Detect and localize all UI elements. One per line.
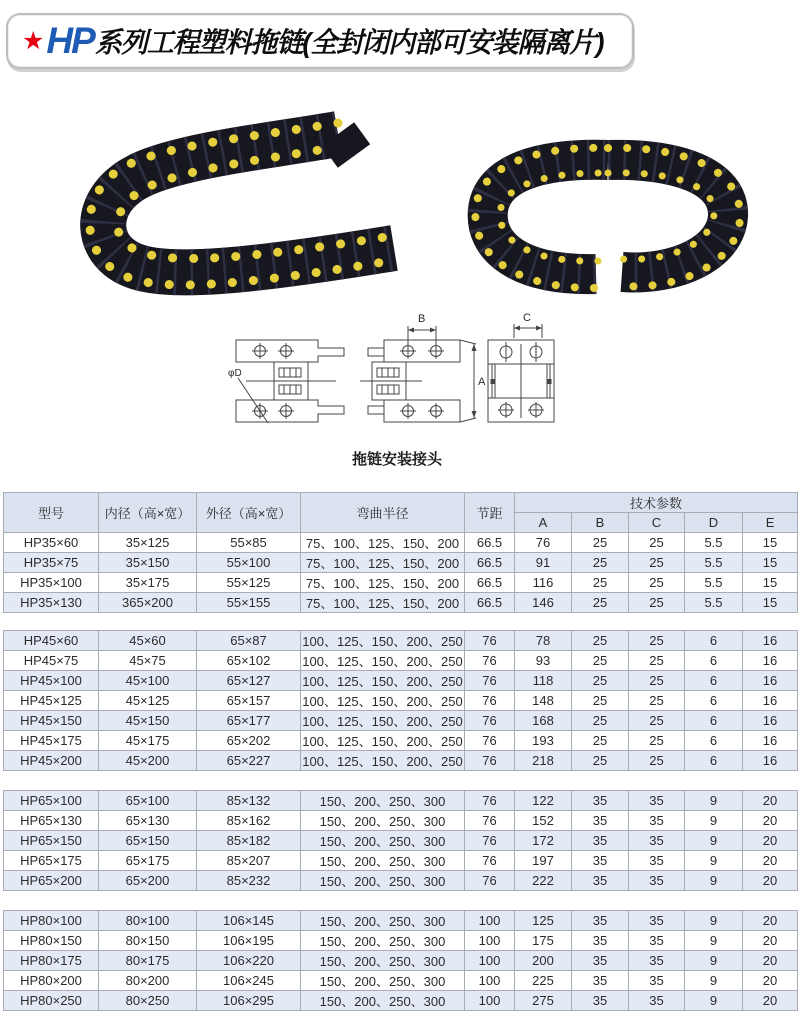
cell-outer: 106×195 — [197, 931, 301, 951]
cell-outer: 55×125 — [197, 573, 301, 593]
cell-inner: 65×200 — [99, 871, 197, 891]
cell-radius: 150、200、250、300 — [301, 911, 465, 931]
cell-model: HP35×100 — [4, 573, 99, 593]
cell-radius: 150、200、250、300 — [301, 971, 465, 991]
cell-a: 275 — [515, 991, 572, 1011]
cell-c: 25 — [629, 751, 685, 771]
cell-outer: 85×132 — [197, 791, 301, 811]
cell-a: 175 — [515, 931, 572, 951]
cell-inner: 45×125 — [99, 691, 197, 711]
cell-radius: 75、100、125、150、200 — [301, 593, 465, 613]
cell-model: HP45×150 — [4, 711, 99, 731]
cell-pitch: 76 — [465, 711, 515, 731]
cell-model: HP35×75 — [4, 553, 99, 573]
table-row — [4, 731, 798, 751]
cell-b: 25 — [572, 573, 629, 593]
dim-label-d: φD — [228, 368, 242, 379]
cell-pitch: 66.5 — [465, 573, 515, 593]
cell-d: 6 — [685, 631, 743, 651]
cell-c: 35 — [629, 991, 685, 1011]
cell-outer: 65×87 — [197, 631, 301, 651]
cell-c: 25 — [629, 711, 685, 731]
cell-pitch: 76 — [465, 791, 515, 811]
cell-model: HP35×130 — [4, 593, 99, 613]
cell-inner: 80×150 — [99, 931, 197, 951]
table-row — [4, 791, 798, 811]
cell-d: 5.5 — [685, 573, 743, 593]
cell-e: 15 — [743, 533, 798, 553]
col-header-model: 型号 — [4, 493, 99, 533]
cell-a: 118 — [515, 671, 572, 691]
cell-a: 218 — [515, 751, 572, 771]
cell-c: 35 — [629, 831, 685, 851]
product-photo-left — [38, 98, 430, 311]
cell-model: HP80×150 — [4, 931, 99, 951]
table-row — [4, 831, 798, 851]
cell-a: 125 — [515, 911, 572, 931]
col-header-outer: 外径（高×宽） — [197, 493, 301, 533]
cell-inner: 80×175 — [99, 951, 197, 971]
cell-outer: 55×85 — [197, 533, 301, 553]
spec-table-group — [3, 790, 798, 891]
cell-d: 6 — [685, 671, 743, 691]
cell-radius: 100、125、150、200、250 — [301, 691, 465, 711]
table-row — [4, 911, 798, 931]
cell-d: 6 — [685, 651, 743, 671]
spec-table-group — [3, 630, 798, 771]
cell-e: 20 — [743, 951, 798, 971]
cell-e: 15 — [743, 593, 798, 613]
cell-c: 25 — [629, 533, 685, 553]
cell-a: 152 — [515, 811, 572, 831]
cell-e: 20 — [743, 811, 798, 831]
cell-radius: 100、125、150、200、250 — [301, 631, 465, 651]
cell-b: 35 — [572, 951, 629, 971]
cell-model: HP45×175 — [4, 731, 99, 751]
cell-e: 15 — [743, 573, 798, 593]
cell-e: 15 — [743, 553, 798, 573]
cell-d: 6 — [685, 731, 743, 751]
table-row — [4, 971, 798, 991]
cell-b: 35 — [572, 971, 629, 991]
cell-pitch: 76 — [465, 811, 515, 831]
cell-b: 25 — [572, 711, 629, 731]
cell-outer: 55×155 — [197, 593, 301, 613]
title-text: 系列工程塑料拖链(全封闭内部可安装隔离片) — [94, 27, 604, 58]
cell-outer: 85×207 — [197, 851, 301, 871]
cell-a: 148 — [515, 691, 572, 711]
cell-c: 35 — [629, 971, 685, 991]
cell-c: 35 — [629, 871, 685, 891]
cell-inner: 45×150 — [99, 711, 197, 731]
table-row — [4, 631, 798, 651]
cell-a: 91 — [515, 553, 572, 573]
cell-outer: 85×162 — [197, 811, 301, 831]
cell-outer: 65×177 — [197, 711, 301, 731]
cell-radius: 150、200、250、300 — [301, 951, 465, 971]
cell-inner: 80×250 — [99, 991, 197, 1011]
cell-pitch: 76 — [465, 631, 515, 651]
cell-d: 9 — [685, 851, 743, 871]
cell-a: 200 — [515, 951, 572, 971]
cell-inner: 80×200 — [99, 971, 197, 991]
cell-radius: 100、125、150、200、250 — [301, 751, 465, 771]
cell-outer: 106×145 — [197, 911, 301, 931]
cell-radius: 150、200、250、300 — [301, 811, 465, 831]
cell-e: 20 — [743, 971, 798, 991]
cell-outer: 106×295 — [197, 991, 301, 1011]
cell-model: HP45×100 — [4, 671, 99, 691]
cell-d: 9 — [685, 811, 743, 831]
title-brand: HP — [46, 20, 94, 61]
cell-a: 122 — [515, 791, 572, 811]
cell-e: 20 — [743, 831, 798, 851]
cell-b: 35 — [572, 931, 629, 951]
table-row — [4, 851, 798, 871]
cell-outer: 106×245 — [197, 971, 301, 991]
cell-inner: 45×200 — [99, 751, 197, 771]
cell-pitch: 76 — [465, 731, 515, 751]
cell-radius: 150、200、250、300 — [301, 791, 465, 811]
cell-pitch: 100 — [465, 991, 515, 1011]
cell-model: HP80×175 — [4, 951, 99, 971]
cell-model: HP35×60 — [4, 533, 99, 553]
cell-d: 6 — [685, 751, 743, 771]
cell-a: 76 — [515, 533, 572, 553]
cell-c: 25 — [629, 631, 685, 651]
cell-pitch: 100 — [465, 911, 515, 931]
cell-d: 9 — [685, 791, 743, 811]
cell-d: 9 — [685, 871, 743, 891]
cell-e: 20 — [743, 931, 798, 951]
cell-outer: 65×102 — [197, 651, 301, 671]
cell-d: 5.5 — [685, 593, 743, 613]
cell-inner: 45×75 — [99, 651, 197, 671]
cell-radius: 100、125、150、200、250 — [301, 731, 465, 751]
cell-b: 35 — [572, 991, 629, 1011]
table-row — [4, 593, 798, 613]
cell-pitch: 76 — [465, 871, 515, 891]
drag-chain-s-curve-image — [38, 98, 430, 306]
cell-inner: 65×150 — [99, 831, 197, 851]
cell-b: 25 — [572, 553, 629, 573]
cell-d: 6 — [685, 711, 743, 731]
cell-pitch: 76 — [465, 831, 515, 851]
cell-radius: 75、100、125、150、200 — [301, 553, 465, 573]
cell-d: 5.5 — [685, 533, 743, 553]
cell-outer: 106×220 — [197, 951, 301, 971]
cell-b: 25 — [572, 631, 629, 651]
cell-pitch: 100 — [465, 971, 515, 991]
cell-outer: 55×100 — [197, 553, 301, 573]
table-groups — [3, 532, 797, 1011]
star-icon: ★ — [22, 27, 45, 55]
spec-table — [3, 492, 797, 1011]
cell-c: 25 — [629, 593, 685, 613]
cell-model: HP65×200 — [4, 871, 99, 891]
spec-table-group — [3, 532, 798, 613]
cell-e: 20 — [743, 791, 798, 811]
connector-drawing — [222, 310, 572, 445]
table-row — [4, 651, 798, 671]
cell-a: 93 — [515, 651, 572, 671]
cell-outer: 65×127 — [197, 671, 301, 691]
cell-model: HP65×100 — [4, 791, 99, 811]
cell-b: 35 — [572, 831, 629, 851]
cell-model: HP80×250 — [4, 991, 99, 1011]
cell-model: HP65×175 — [4, 851, 99, 871]
cell-d: 9 — [685, 971, 743, 991]
cell-a: 78 — [515, 631, 572, 651]
table-row — [4, 811, 798, 831]
cell-c: 25 — [629, 671, 685, 691]
cell-radius: 100、125、150、200、250 — [301, 651, 465, 671]
cell-b: 35 — [572, 911, 629, 931]
mounting-diagram — [222, 310, 572, 450]
cell-c: 35 — [629, 791, 685, 811]
cell-c: 25 — [629, 691, 685, 711]
table-row — [4, 691, 798, 711]
table-row — [4, 553, 798, 573]
cell-d: 5.5 — [685, 553, 743, 573]
cell-model: HP45×60 — [4, 631, 99, 651]
table-row — [4, 533, 798, 553]
cell-inner: 35×150 — [99, 553, 197, 573]
cell-pitch: 76 — [465, 691, 515, 711]
cell-inner: 365×200 — [99, 593, 197, 613]
cell-radius: 100、125、150、200、250 — [301, 711, 465, 731]
cell-c: 25 — [629, 731, 685, 751]
cell-e: 16 — [743, 711, 798, 731]
cell-b: 35 — [572, 791, 629, 811]
cell-inner: 80×100 — [99, 911, 197, 931]
cell-e: 20 — [743, 871, 798, 891]
cell-inner: 65×175 — [99, 851, 197, 871]
cell-a: 197 — [515, 851, 572, 871]
cell-pitch: 76 — [465, 851, 515, 871]
cell-radius: 150、200、250、300 — [301, 931, 465, 951]
cell-model: HP80×100 — [4, 911, 99, 931]
cell-inner: 65×130 — [99, 811, 197, 831]
cell-c: 25 — [629, 573, 685, 593]
table-row — [4, 931, 798, 951]
cell-e: 20 — [743, 991, 798, 1011]
cell-pitch: 76 — [465, 651, 515, 671]
cell-outer: 65×157 — [197, 691, 301, 711]
cell-inner: 65×100 — [99, 791, 197, 811]
cell-e: 16 — [743, 671, 798, 691]
spec-table-group — [3, 910, 798, 1011]
cell-d: 9 — [685, 951, 743, 971]
cell-pitch: 100 — [465, 951, 515, 971]
cell-a: 168 — [515, 711, 572, 731]
drag-chain-loop-image — [438, 122, 780, 310]
cell-e: 16 — [743, 691, 798, 711]
cell-c: 25 — [629, 651, 685, 671]
cell-c: 35 — [629, 811, 685, 831]
cell-model: HP45×75 — [4, 651, 99, 671]
cell-a: 225 — [515, 971, 572, 991]
cell-b: 35 — [572, 871, 629, 891]
cell-radius: 150、200、250、300 — [301, 851, 465, 871]
cell-a: 116 — [515, 573, 572, 593]
table-row — [4, 991, 798, 1011]
cell-c: 35 — [629, 851, 685, 871]
cell-radius: 100、125、150、200、250 — [301, 671, 465, 691]
cell-inner: 35×175 — [99, 573, 197, 593]
cell-inner: 45×175 — [99, 731, 197, 751]
cell-pitch: 66.5 — [465, 593, 515, 613]
cell-d: 6 — [685, 691, 743, 711]
col-header-inner: 内径（高×宽） — [99, 493, 197, 533]
cell-pitch: 100 — [465, 931, 515, 951]
table-row — [4, 751, 798, 771]
cell-c: 25 — [629, 553, 685, 573]
cell-b: 35 — [572, 851, 629, 871]
cell-a: 172 — [515, 831, 572, 851]
cell-d: 9 — [685, 931, 743, 951]
table-row — [4, 951, 798, 971]
cell-b: 25 — [572, 691, 629, 711]
product-photo-right — [438, 122, 780, 315]
dim-label-c: C — [523, 312, 531, 324]
table-row — [4, 671, 798, 691]
cell-outer: 85×182 — [197, 831, 301, 851]
cell-model: HP65×130 — [4, 811, 99, 831]
cell-e: 20 — [743, 851, 798, 871]
cell-a: 193 — [515, 731, 572, 751]
cell-inner: 35×125 — [99, 533, 197, 553]
cell-b: 25 — [572, 751, 629, 771]
cell-model: HP65×150 — [4, 831, 99, 851]
cell-model: HP80×200 — [4, 971, 99, 991]
cell-a: 146 — [515, 593, 572, 613]
cell-d: 9 — [685, 991, 743, 1011]
cell-radius: 150、200、250、300 — [301, 831, 465, 851]
col-header-radius: 弯曲半径 — [301, 493, 465, 533]
cell-e: 20 — [743, 911, 798, 931]
cell-e: 16 — [743, 651, 798, 671]
table-row — [4, 711, 798, 731]
diagram-caption: 拖链安装接头 — [351, 451, 442, 468]
cell-a: 222 — [515, 871, 572, 891]
col-header-b: B — [572, 513, 629, 533]
col-header-c: C — [629, 513, 685, 533]
cell-radius: 150、200、250、300 — [301, 871, 465, 891]
cell-outer: 65×202 — [197, 731, 301, 751]
cell-radius: 75、100、125、150、200 — [301, 573, 465, 593]
table-row — [4, 573, 798, 593]
col-header-a: A — [515, 513, 572, 533]
page-title — [6, 13, 634, 69]
cell-pitch: 76 — [465, 671, 515, 691]
dim-label-a: A — [478, 376, 486, 388]
cell-pitch: 66.5 — [465, 553, 515, 573]
cell-b: 25 — [572, 731, 629, 751]
cell-e: 16 — [743, 731, 798, 751]
col-header-e: E — [743, 513, 798, 533]
cell-d: 9 — [685, 911, 743, 931]
col-header-tech: 技术参数 — [515, 493, 798, 513]
cell-b: 25 — [572, 671, 629, 691]
cell-b: 35 — [572, 811, 629, 831]
cell-c: 35 — [629, 911, 685, 931]
cell-radius: 75、100、125、150、200 — [301, 533, 465, 553]
cell-c: 35 — [629, 951, 685, 971]
cell-model: HP45×200 — [4, 751, 99, 771]
cell-b: 25 — [572, 651, 629, 671]
cell-inner: 45×60 — [99, 631, 197, 651]
dim-label-b: B — [418, 313, 426, 325]
cell-b: 25 — [572, 533, 629, 553]
cell-inner: 45×100 — [99, 671, 197, 691]
cell-outer: 85×232 — [197, 871, 301, 891]
cell-e: 16 — [743, 751, 798, 771]
cell-c: 35 — [629, 931, 685, 951]
cell-model: HP45×125 — [4, 691, 99, 711]
cell-d: 9 — [685, 831, 743, 851]
col-header-pitch: 节距 — [465, 493, 515, 533]
spec-table-header — [3, 492, 798, 533]
table-row — [4, 871, 798, 891]
cell-pitch: 76 — [465, 751, 515, 771]
cell-e: 16 — [743, 631, 798, 651]
cell-b: 25 — [572, 593, 629, 613]
cell-radius: 150、200、250、300 — [301, 991, 465, 1011]
cell-pitch: 66.5 — [465, 533, 515, 553]
cell-outer: 65×227 — [197, 751, 301, 771]
col-header-d: D — [685, 513, 743, 533]
